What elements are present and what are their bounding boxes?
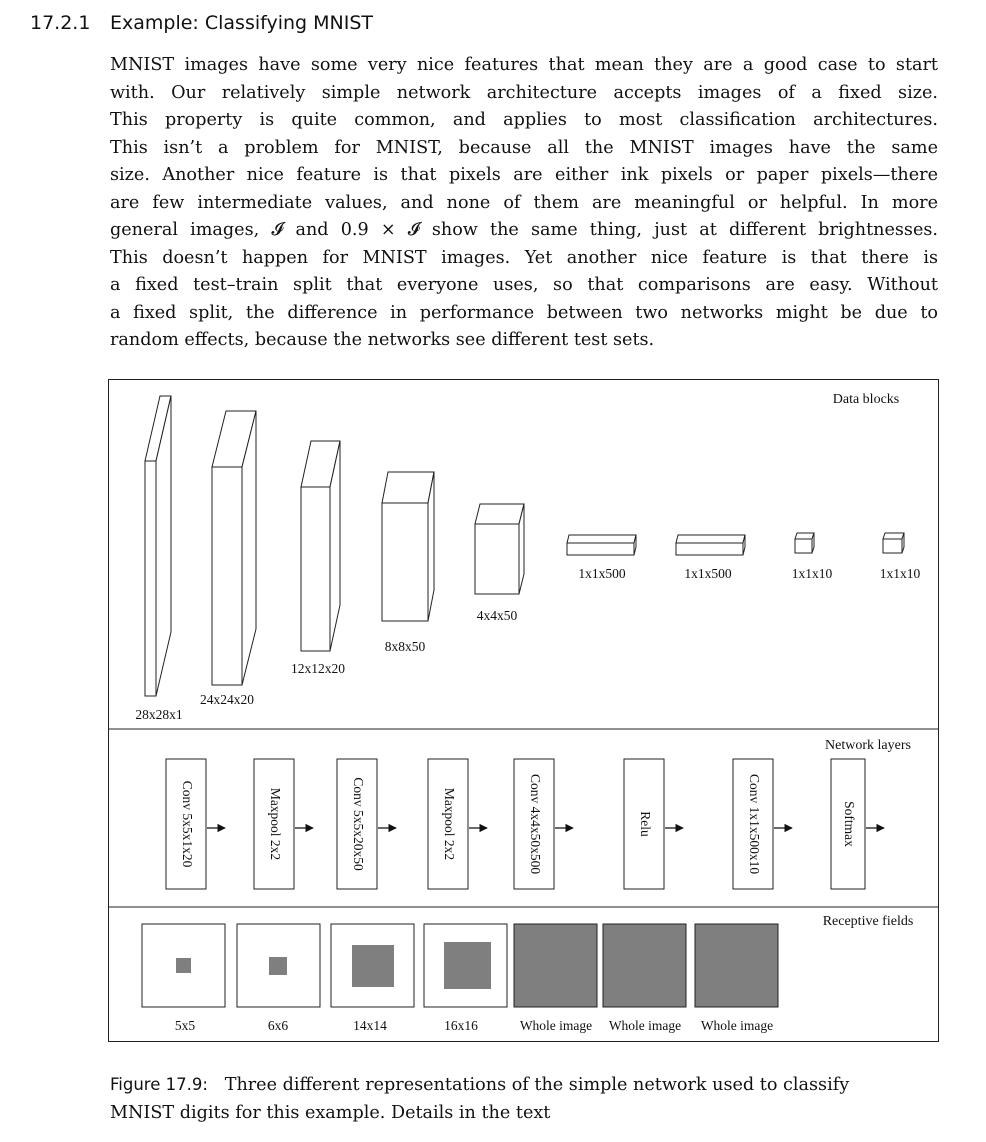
body-paragraph	[110, 52, 938, 355]
data-block-label: 24x24x20	[200, 692, 254, 707]
paragraph-line: size. Another nice feature is that pixels are either ink pixels or paper pixels—there	[110, 165, 938, 185]
data-block-1x1x500-b	[676, 535, 745, 555]
data-block-1x1x500-a	[567, 535, 636, 555]
caption-label: Figure 17.9:	[110, 1075, 208, 1094]
paragraph-line: with. Our relatively simple network architecture accepts images of a fixed size.	[110, 82, 938, 103]
data-block-12x12x20	[301, 441, 340, 651]
section-number: 17.2.1	[30, 12, 91, 34]
layer-label: Maxpool 2x2	[441, 787, 457, 861]
section-title: Example: Classifying MNIST	[110, 12, 374, 34]
data-block-label: 28x28x1	[135, 707, 183, 722]
receptive-field-whole-3	[695, 924, 778, 1007]
receptive-field-14x14	[331, 924, 414, 1007]
receptive-field-label: 6x6	[267, 1018, 289, 1033]
data-blocks	[145, 396, 904, 696]
paragraph-line: are few intermediate values, and none of them are meaningful or helpful. In more	[110, 192, 938, 213]
paragraph-line: This isn’t a problem for MNIST, because all the MNIST images have the same	[110, 137, 938, 158]
data-block-label: 12x12x20	[291, 661, 345, 676]
receptive-field-16x16	[424, 924, 507, 1007]
layer-label: Maxpool 2x2	[267, 787, 283, 861]
paragraph-line: a fixed split, the difference in performance between two networks might be due to	[110, 302, 938, 323]
paragraph-line: This doesn’t happen for MNIST images. Yet another nice feature is that there is	[110, 247, 938, 268]
layer-label: Conv 4x4x50x500	[527, 773, 543, 875]
data-block-label: 1x1x10	[879, 566, 921, 581]
receptive-fields-title: Receptive fields	[822, 914, 914, 929]
data-block-label: 1x1x10	[791, 566, 833, 581]
receptive-field-label: Whole image	[519, 1018, 593, 1033]
layer-label: Relu	[637, 811, 653, 837]
data-block-1x1x10-b	[883, 533, 904, 553]
receptive-field-label: Whole image	[700, 1018, 774, 1033]
receptive-field-whole-2	[603, 924, 686, 1007]
figure-caption	[110, 1071, 940, 1127]
data-block-1x1x10-a	[795, 533, 814, 553]
receptive-field-label: 5x5	[174, 1018, 196, 1033]
data-block-24x24x20	[212, 411, 256, 685]
figure	[108, 379, 940, 1049]
receptive-field-whole-1	[514, 924, 597, 1007]
layer-label: Conv 5x5x20x50	[350, 777, 366, 871]
data-block-label: 8x8x50	[384, 639, 426, 654]
receptive-field-boxes	[142, 924, 778, 1007]
network-diagram	[108, 379, 940, 1044]
data-block-label: 1x1x500	[684, 566, 732, 581]
data-blocks-title: Data blocks	[832, 392, 900, 407]
receptive-field-label: 16x16	[444, 1018, 478, 1033]
paragraph-line: general images, 𝓘 and 0.9 × 𝓘 show the same thing, just at different brightnesses.	[110, 220, 938, 240]
paragraph-line: MNIST images have some very nice features that mean they are a good case to start	[110, 55, 938, 75]
layer-label: Conv 1x1x500x10	[746, 773, 762, 875]
data-block-label: 1x1x500	[578, 566, 626, 581]
data-block-label: 4x4x50	[476, 608, 518, 623]
network-layers-title: Network layers	[825, 738, 911, 753]
caption-text: Three different representations of the simple network used to classify	[224, 1075, 850, 1095]
receptive-field-label: Whole image	[608, 1018, 682, 1033]
layer-label: Conv 5x5x1x20	[179, 780, 195, 868]
data-block-8x8x50	[382, 472, 434, 621]
data-block-4x4x50	[475, 504, 524, 594]
receptive-field-labels	[175, 1018, 773, 1033]
layer-label: Softmax	[841, 801, 857, 847]
paragraph-line: a fixed test–train split that everyone uses, so that comparisons are easy. Without	[110, 275, 938, 295]
caption-text: MNIST digits for this example. Details in the text	[110, 1102, 551, 1123]
paragraph-line: random effects, because the networks see different test sets.	[110, 330, 655, 350]
receptive-field-6x6	[237, 924, 320, 1007]
data-block-28x28x1	[145, 396, 171, 696]
receptive-field-5x5	[142, 924, 225, 1007]
paragraph-line: This property is quite common, and applies to most classification architectures.	[110, 110, 938, 130]
receptive-field-label: 14x14	[353, 1018, 387, 1033]
